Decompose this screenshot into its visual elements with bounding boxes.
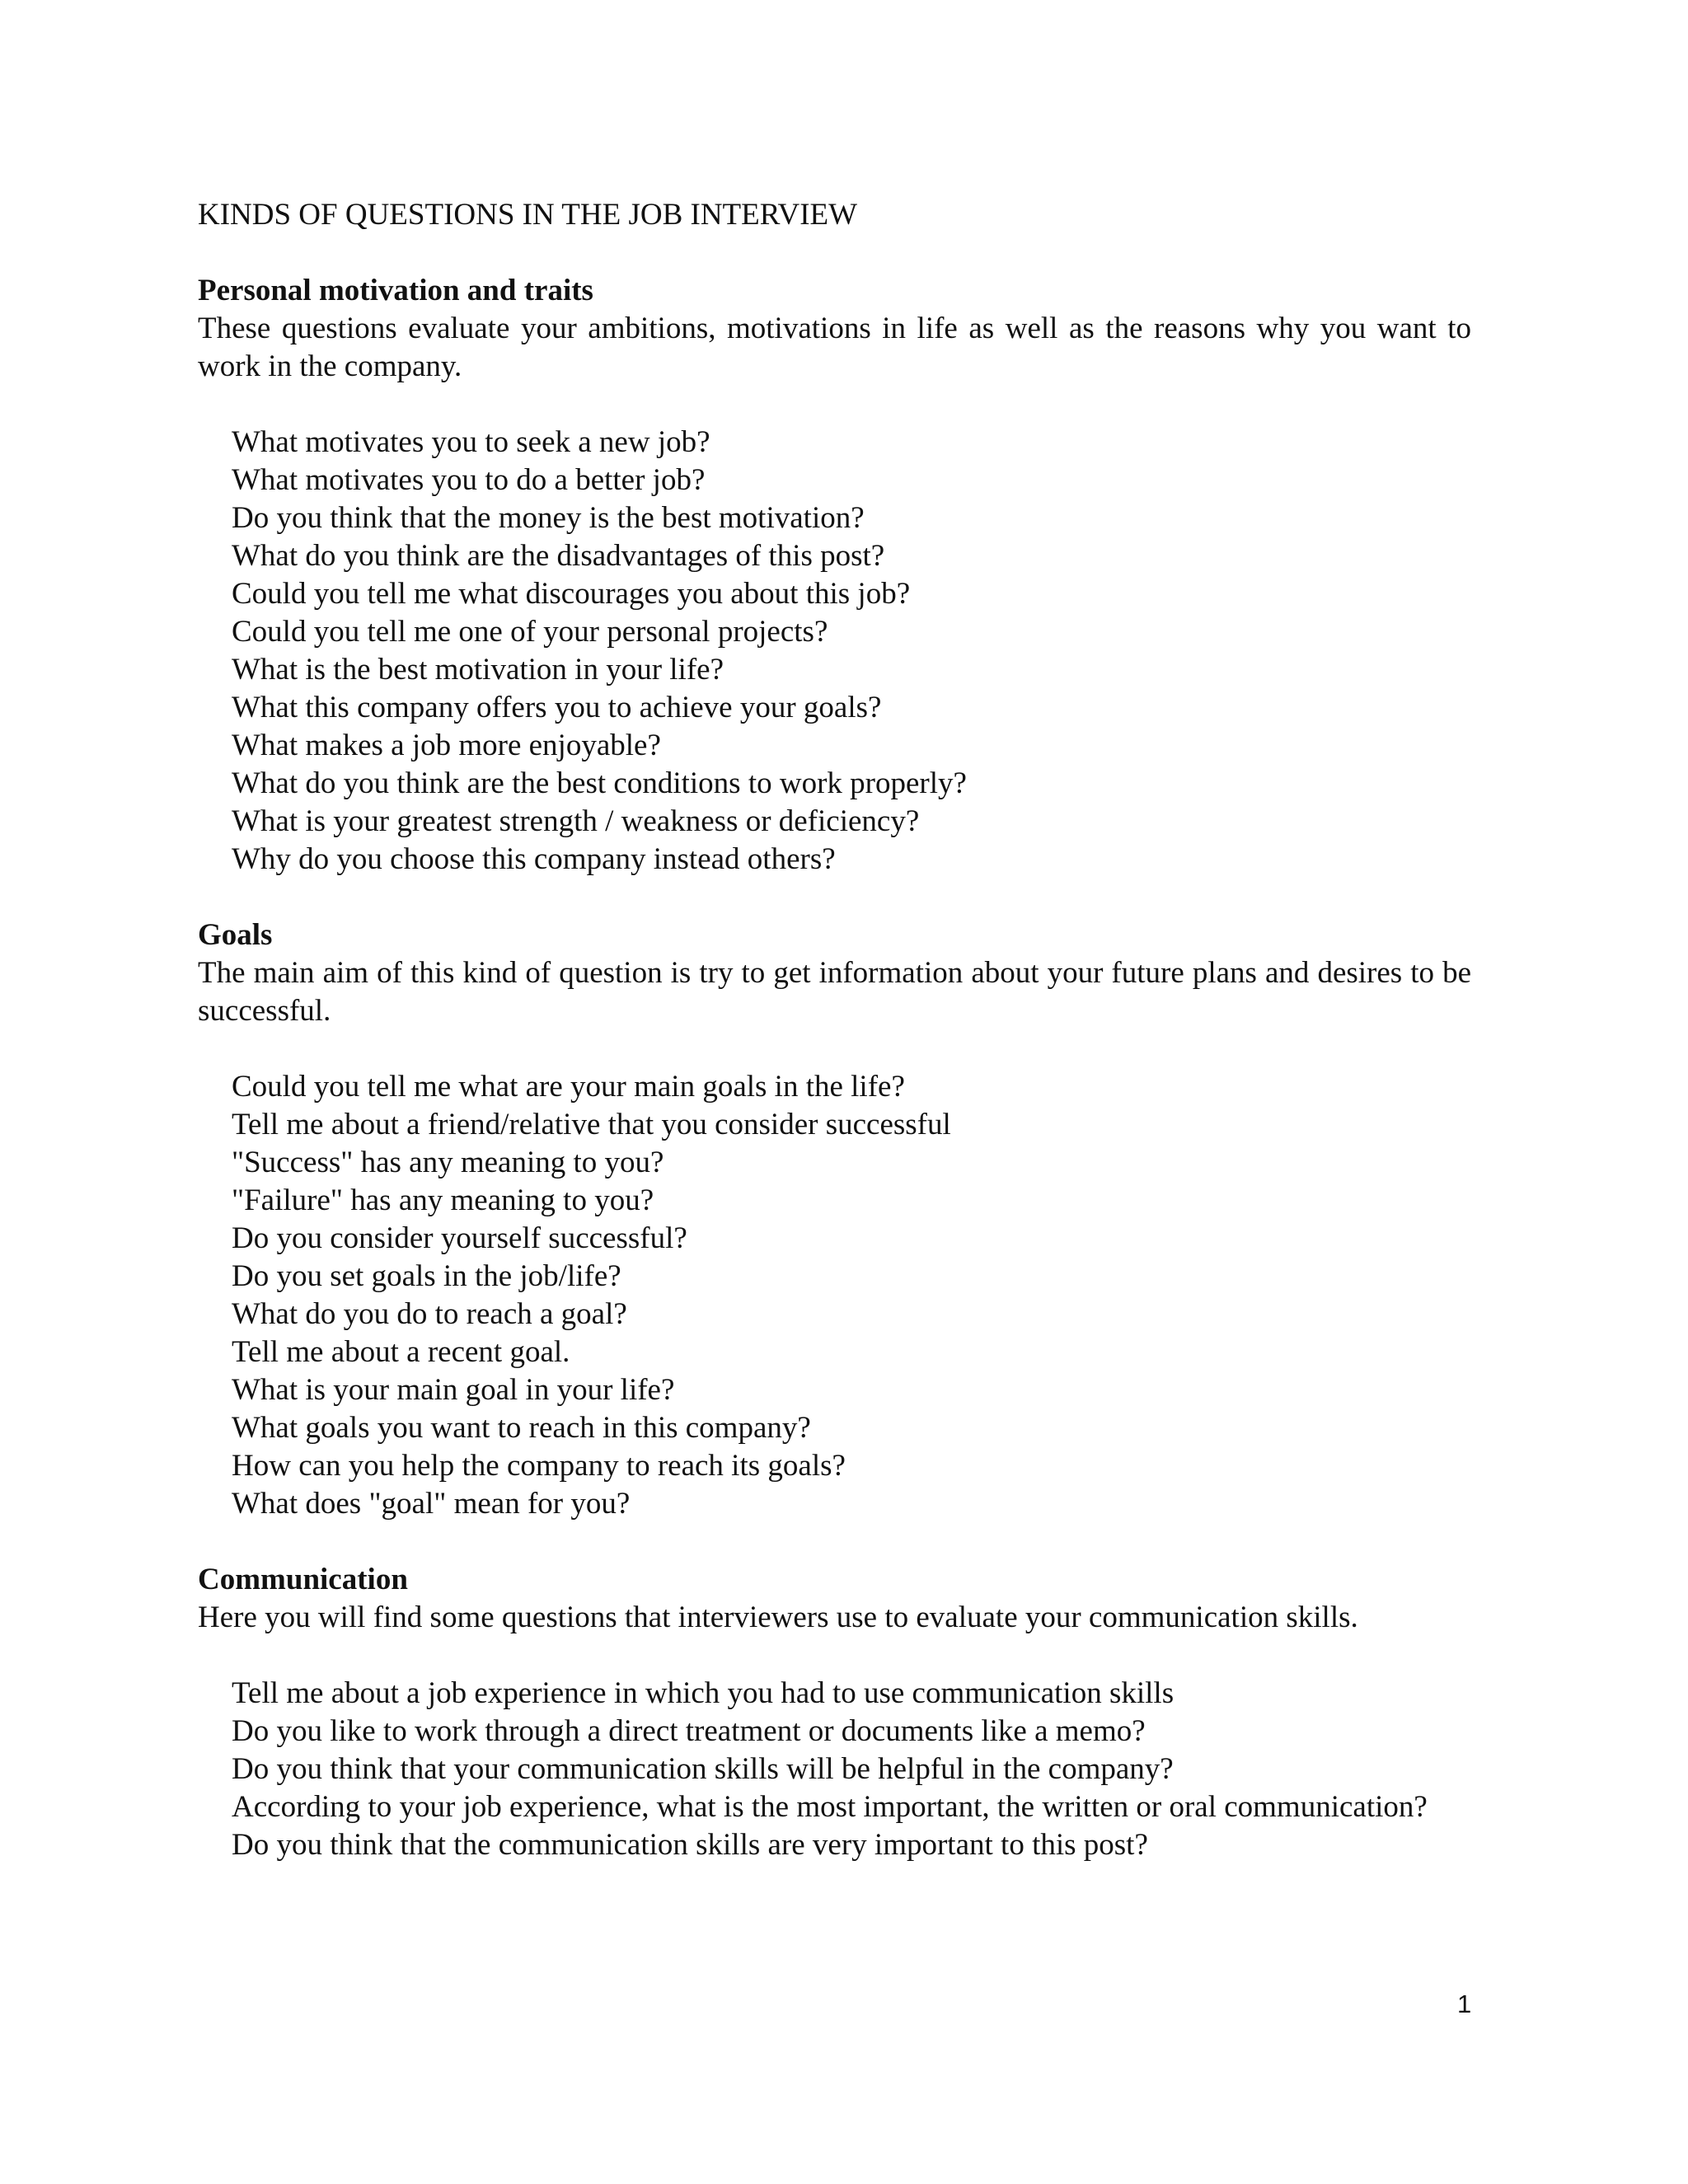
section-communication: [198, 1561, 1471, 1864]
list-item: What do you do to reach a goal?: [232, 1297, 627, 1331]
document-title: KINDS OF QUESTIONS IN THE JOB INTERVIEW: [198, 198, 858, 232]
list-item: "Failure" has any meaning to you?: [232, 1183, 654, 1217]
list-item: Tell me about a recent goal.: [232, 1335, 570, 1369]
list-item: Tell me about a job experience in which you had to use communication skills: [232, 1676, 1175, 1710]
list-item: "Success" has any meaning to you?: [232, 1146, 664, 1179]
list-item: Do you consider yourself successful?: [232, 1221, 687, 1255]
list-item: What is your greatest strength / weakness or deficiency?: [232, 804, 920, 838]
section-intro: The main aim of this kind of question is try to get information about your future plans and desires to be successful.: [198, 956, 1471, 1028]
list-item: What motivates you to seek a new job?: [232, 425, 710, 459]
page-number: 1: [1457, 1990, 1472, 2018]
list-item: What does "goal" mean for you?: [232, 1487, 631, 1521]
section-intro: These questions evaluate your ambitions, motivations in life as well as the reasons why you want to work in the company.: [198, 312, 1471, 383]
list-item: What this company offers you to achieve your goals?: [232, 691, 882, 724]
section-heading: Communication: [198, 1563, 408, 1596]
list-item: According to your job experience, what is the most important, the written or oral communication?: [232, 1790, 1428, 1824]
list-item: Tell me about a friend/relative that you consider successful: [232, 1108, 951, 1141]
list-item: What makes a job more enjoyable?: [232, 729, 661, 762]
question-list: [198, 424, 1471, 879]
list-item: What goals you want to reach in this company?: [232, 1411, 811, 1445]
list-item: What do you think are the disadvantages of this post?: [232, 539, 885, 573]
section-personal-motivation: [198, 272, 1471, 879]
list-item: What is your main goal in your life?: [232, 1373, 675, 1407]
list-item: What do you think are the best conditions to work properly?: [232, 766, 967, 800]
list-item: Do you think that your communication skills will be helpful in the company?: [232, 1752, 1174, 1786]
list-item: What is the best motivation in your life?: [232, 653, 724, 687]
list-item: Do you set goals in the job/life?: [232, 1259, 621, 1293]
section-goals: [198, 916, 1471, 1523]
list-item: Do you think that the communication skills are very important to this post?: [232, 1828, 1148, 1862]
document-body: [198, 196, 1471, 1864]
section-intro: Here you will find some questions that interviewers use to evaluate your communication skills.: [198, 1601, 1358, 1634]
list-item: Do you think that the money is the best motivation?: [232, 501, 865, 535]
list-item: What motivates you to do a better job?: [232, 463, 706, 497]
section-heading: Goals: [198, 918, 273, 952]
section-heading: Personal motivation and traits: [198, 274, 593, 307]
list-item: Could you tell me one of your personal projects?: [232, 615, 828, 649]
list-item: Could you tell me what are your main goals in the life?: [232, 1070, 905, 1104]
list-item: Why do you choose this company instead others?: [232, 842, 836, 876]
list-item: How can you help the company to reach its goals?: [232, 1449, 846, 1483]
list-item: Do you like to work through a direct treatment or documents like a memo?: [232, 1714, 1146, 1748]
question-list: [198, 1675, 1471, 1864]
question-list: [198, 1068, 1471, 1523]
list-item: Could you tell me what discourages you about this job?: [232, 577, 911, 611]
